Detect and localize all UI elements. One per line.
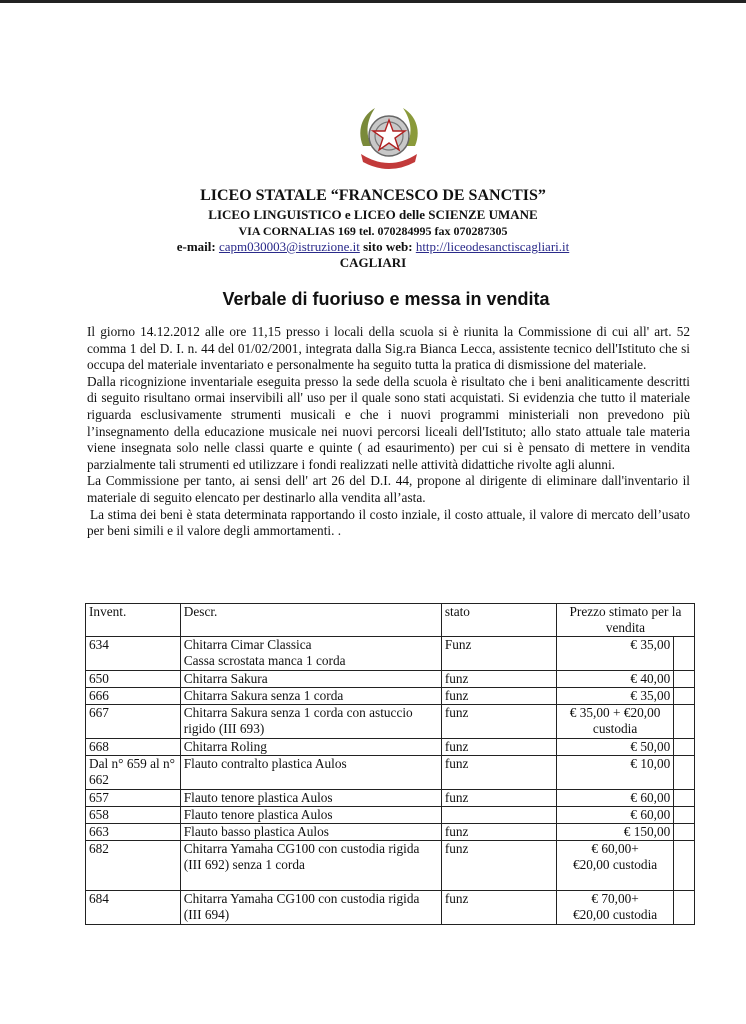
city: CAGLIARI	[339, 255, 407, 270]
cell-empty	[674, 824, 695, 841]
header-prezzo: Prezzo stimato per la vendita	[556, 604, 694, 637]
cell-price: € 60,00+ €20,00 custodia	[556, 841, 673, 891]
cell-description: Flauto tenore plastica Aulos	[180, 807, 441, 824]
cell-inventory-number: 666	[86, 688, 181, 705]
cell-empty	[674, 688, 695, 705]
cell-status: funz	[441, 891, 556, 925]
table-row	[86, 688, 695, 705]
header-descr: Descr.	[180, 604, 441, 637]
cell-status: funz	[441, 688, 556, 705]
cell-status: funz	[441, 756, 556, 790]
cell-price: € 70,00+ €20,00 custodia	[556, 891, 673, 925]
table-row	[86, 739, 695, 756]
paragraph: Dalla ricognizione inventariale eseguita presso la sede della scuola è risultato che i beni analiticamente descritti di seguito risultano ormai inservibili all' uso per il quale sono stati acquistati. Si evidenzia che tutto il materiale riguarda esclusivamente strumenti musicali e che i nuovi programmi ministeriali non prevedono più l’insegnamento della educazione musicale nei nuovi percorsi liceali dell'Istituto; allo stato attuale tale materia viene insegnata solo nelle classi quarte e quinte ( ad esaurimento) per cui si è pensato di mettere in vendita parzialmente tali strumenti ed utilizzare i fondi realizzati nelle attività didattiche rivolte agli alunni.	[87, 373, 690, 472]
cell-inventory-number: 663	[86, 824, 181, 841]
cell-description: Flauto contralto plastica Aulos	[180, 756, 441, 790]
cell-price: € 35,00	[556, 637, 673, 671]
cell-status: funz	[441, 841, 556, 891]
cell-empty	[674, 705, 695, 739]
inventory-table	[85, 603, 695, 925]
table-row	[86, 671, 695, 688]
paragraph: La Commissione per tanto, ai sensi dell' art 26 del D.I. 44, propone al dirigente di eliminare dall'inventario il materiale di seguito elencato per destinarlo alla vendita all’asta.	[87, 473, 690, 505]
cell-inventory-number: 667	[86, 705, 181, 739]
cell-empty	[674, 841, 695, 891]
cell-inventory-number: 657	[86, 790, 181, 807]
cell-status	[441, 807, 556, 824]
cell-description: Chitarra Yamaha CG100 con custodia rigida (III 692) senza 1 corda	[180, 841, 441, 891]
school-name: LICEO STATALE “FRANCESCO DE SANCTIS”	[200, 187, 546, 204]
cell-inventory-number: 684	[86, 891, 181, 925]
contact-line	[0, 239, 746, 255]
cell-inventory-number: 658	[86, 807, 181, 824]
cell-price: € 40,00	[556, 671, 673, 688]
table-row	[86, 637, 695, 671]
paragraph: La stima dei beni è stata determinata rapportando il costo inziale, il costo attuale, il valore di mercato dell’usato per beni simili e il valore degli ammortamenti. .	[87, 506, 690, 539]
italian-republic-emblem	[353, 102, 425, 174]
document-body	[87, 324, 690, 540]
scan-top-border	[0, 0, 746, 3]
table-row	[86, 891, 695, 925]
email-label: e-mail:	[176, 239, 216, 254]
cell-empty	[674, 891, 695, 925]
cell-empty	[674, 671, 695, 688]
cell-inventory-number: 682	[86, 841, 181, 891]
web-label: sito web:	[363, 239, 413, 254]
cell-price: € 35,00	[556, 688, 673, 705]
cell-status: Funz	[441, 637, 556, 671]
cell-inventory-number: Dal n° 659 al n° 662	[86, 756, 181, 790]
cell-price: € 60,00	[556, 790, 673, 807]
cell-empty	[674, 756, 695, 790]
table-header-row	[86, 604, 695, 637]
cell-inventory-number: 650	[86, 671, 181, 688]
email-link[interactable]: capm030003@istruzione.it	[218, 239, 360, 254]
table-row	[86, 841, 695, 891]
school-address: VIA CORNALIAS 169 tel. 070284995 fax 070287305	[238, 224, 508, 238]
cell-empty	[674, 790, 695, 807]
cell-status: funz	[441, 739, 556, 756]
table-row	[86, 824, 695, 841]
cell-empty	[674, 637, 695, 671]
school-subtitle: LICEO LINGUISTICO e LICEO delle SCIENZE UMANE	[208, 207, 538, 222]
cell-price: € 35,00 + €20,00 custodia	[556, 705, 673, 739]
header-stato: stato	[441, 604, 556, 637]
cell-status: funz	[441, 790, 556, 807]
cell-description: Flauto basso plastica Aulos	[180, 824, 441, 841]
document-title: Verbale di fuoriuso e messa in vendita	[222, 289, 550, 309]
cell-price: € 60,00	[556, 807, 673, 824]
cell-empty	[674, 739, 695, 756]
cell-price: € 50,00	[556, 739, 673, 756]
cell-inventory-number: 634	[86, 637, 181, 671]
cell-description: Flauto tenore plastica Aulos	[180, 790, 441, 807]
cell-description: Chitarra Roling	[180, 739, 441, 756]
paragraph: Il giorno 14.12.2012 alle ore 11,15 presso i locali della scuola si è riunita la Commissione di cui all' art. 52 comma 1 del D. I. n. 44 del 01/02/2001, integrata dalla Sig.ra Bianca Lecca, assistente tecnico dell'Istituto che si occupa del materiale inventariato e personalmente ha seguito tutta la pratica di dismissione del materiale.	[87, 324, 690, 373]
table-row	[86, 756, 695, 790]
cell-description: Chitarra Sakura senza 1 corda	[180, 688, 441, 705]
cell-empty	[674, 807, 695, 824]
table-row	[86, 705, 695, 739]
cell-description: Chitarra Cimar Classica Cassa scrostata manca 1 corda	[180, 637, 441, 671]
cell-status: funz	[441, 671, 556, 688]
cell-status: funz	[441, 824, 556, 841]
cell-status: funz	[441, 705, 556, 739]
table-row	[86, 790, 695, 807]
website-link[interactable]: http://liceodesanctiscagliari.it	[415, 239, 570, 254]
cell-inventory-number: 668	[86, 739, 181, 756]
header-inv: Invent.	[86, 604, 181, 637]
cell-price: € 10,00	[556, 756, 673, 790]
table-row	[86, 807, 695, 824]
cell-description: Chitarra Yamaha CG100 con custodia rigida (III 694)	[180, 891, 441, 925]
cell-price: € 150,00	[556, 824, 673, 841]
cell-description: Chitarra Sakura	[180, 671, 441, 688]
cell-description: Chitarra Sakura senza 1 corda con astuccio rigido (III 693)	[180, 705, 441, 739]
